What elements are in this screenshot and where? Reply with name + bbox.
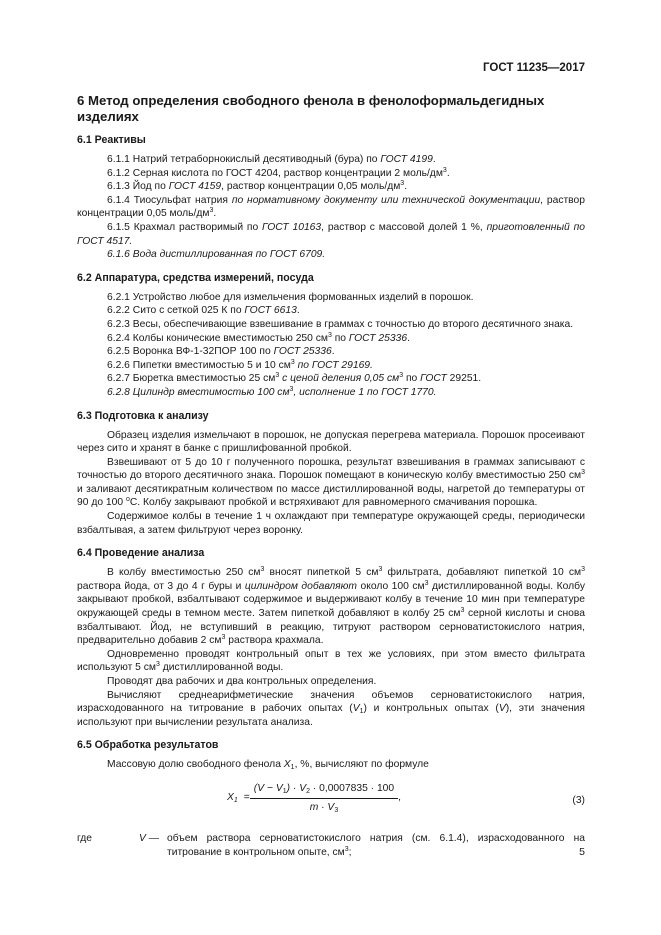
list-item: 6.1.5 Крахмал растворимый по ГОСТ 10163, раствор с массовой долей 1 %, приготовленный по ГОСТ 4517. (77, 221, 585, 247)
list-item: 6.2.8 Цилиндр вместимостью 100 $см^3$, исполнение 1 по ГОСТ 1770. (107, 385, 437, 398)
standard-code: ГОСТ 11235—2017 (483, 62, 585, 74)
formula-body (227, 782, 401, 814)
paragraph: Массовую долю свободного фенола $X_1$, %, вычисляют по формуле (107, 759, 429, 772)
page-content (77, 93, 585, 859)
variable-definition (77, 832, 585, 859)
subsection-title-preparation: 6.3 Подготовка к анализу (77, 409, 209, 422)
paragraph: Проводят два рабочих и два контрольных определения. (107, 676, 377, 687)
list-item: 6.1.4 Тиосульфат натрия по нормативному документу или технической документации, раствор концентрации 0,05 моль/$дм^3$. (77, 194, 585, 220)
paragraph: Содержимое колбы в течение 1 ч охлаждают при температуре окружающей среды, периодически взбалтывая, а затем фильтруют через воронку. (77, 511, 585, 536)
formula-lhs: $X_1$ (227, 792, 238, 805)
list-item: 6.2.3 Весы, обеспечивающие взвешивание в граммах с точностью до второго десятичного знака. (107, 318, 574, 330)
subsection-title-reagents: 6.1 Реактивы (77, 134, 146, 146)
subsection-title-equipment: 6.2 Аппаратура, средства измерений, посуда (77, 271, 314, 284)
paragraph: Вычисляют среднеарифметические значения объемов серноватистокислого натрия, израсходованного на титрование в рабочих опытах $(V_1)$ и контрольных опытах (V), эти значения используют при вычислении результата анализа. (77, 689, 585, 728)
page-number: 5 (579, 846, 585, 858)
variable-symbol: V — (138, 832, 159, 844)
list-item: 6.1.1 Натрий тетраборнокислый десятиводный (бура) по ГОСТ 4199. (107, 154, 436, 165)
list-item: 6.2.7 Бюретка вместимостью 25 $см^3$ с ценой деления 0,05 $см^3$ по ГОСТ 29251. (107, 372, 482, 385)
list-item: 6.1.2 Серная кислота по ГОСТ 4204, раствор концентрации 2 моль/$дм^3$. (107, 166, 450, 179)
subsection-title-analysis: 6.4 Проведение анализа (77, 547, 205, 560)
list-item: 6.2.6 Пипетки вместимостью 5 и 10 $см^3$ по ГОСТ 29169. (107, 358, 373, 371)
list-item: 6.1.3 Йод по ГОСТ 4159, раствор концентрации 0,05 моль/$дм^3$. (107, 180, 408, 193)
where-label: где (77, 832, 93, 844)
formula-comma: , (398, 792, 401, 804)
subsection-title-results: 6.5 Обработка результатов (77, 739, 219, 752)
variable-description: объем раствора серноватистокислого натрия (см. 6.1.4), израсходованного на титрование в контрольном опыте, $см^3$; (167, 832, 585, 858)
formula-equals: = (243, 792, 250, 804)
formula-fraction (250, 782, 398, 814)
section-title: 6 Метод определения свободного фенола в фенолоформальдегидных изделиях (77, 93, 545, 124)
list-item: 6.2.5 Воронка ВФ-1-32ПОР 100 по ГОСТ 25336. (107, 346, 335, 358)
list-item: 6.2.1 Устройство любое для измельчения формованных изделий в порошок. (107, 291, 474, 303)
paragraph: Одновременно проводят контрольный опыт в тех же условиях, при этом вместо фильтрата используют 5 $см^3$ дистиллированной воды. (77, 648, 585, 674)
list-item: 6.1.6 Вода дистиллированная по ГОСТ 6709. (107, 249, 326, 261)
paragraph: Взвешивают от 5 до 10 г полученного порошка, результат взвешивания в граммах записывают с точностью до второго десятичного знака. Порошок помещают в коническую колбу вместимостью 250 $см^3$ и заливают десятикратным количеством по массе дистиллированной воды, нагретой до температуры от 90 до 100 $^о$С. Колбу закрывают пробкой и встряхивают для равномерного смачивания порошка. (77, 456, 585, 509)
formula-denominator: $m \cdot V_3$ (309, 801, 339, 814)
formula (77, 780, 585, 826)
formula-numerator: $(V - V_1) \cdot V_2 \cdot 0,0007835 \cdot 100$ (250, 782, 398, 799)
paragraph: В колбу вместимостью 250 $см^3$ вносят пипеткой 5 $см^3$ фильтрата, добавляют пипеткой 10 $см^3$ раствора йода, от 3 до 4 г буры и цилиндром добавляют около 100 $см^3$ дистиллированной воды. Колбу закрывают пробкой, взбалтывают содержимое и выдерживают колбу в течение 10 мин при температуре окружающей среды в темном месте. Затем пипеткой добавляют в колбу 25 $см^3$ серной кислоты и снова взбалтывают. Йод, не вступивший в реакцию, титруют раствором серноватистокислого натрия, предварительно добавив 2 $см^3$ раствора крахмала. (77, 566, 586, 647)
formula-number: (3) (572, 794, 585, 806)
list-item: 6.2.2 Сито с сеткой 025 К по ГОСТ 6613. (107, 305, 300, 317)
paragraph: Образец изделия измельчают в порошок, не допуская перегрева материала. Порошок просеивают через сито и хранят в банке с пришлифованной пробкой. (77, 429, 585, 455)
list-item: 6.2.4 Колбы конические вместимостью 250 $см^3$ по ГОСТ 25336. (107, 331, 410, 344)
